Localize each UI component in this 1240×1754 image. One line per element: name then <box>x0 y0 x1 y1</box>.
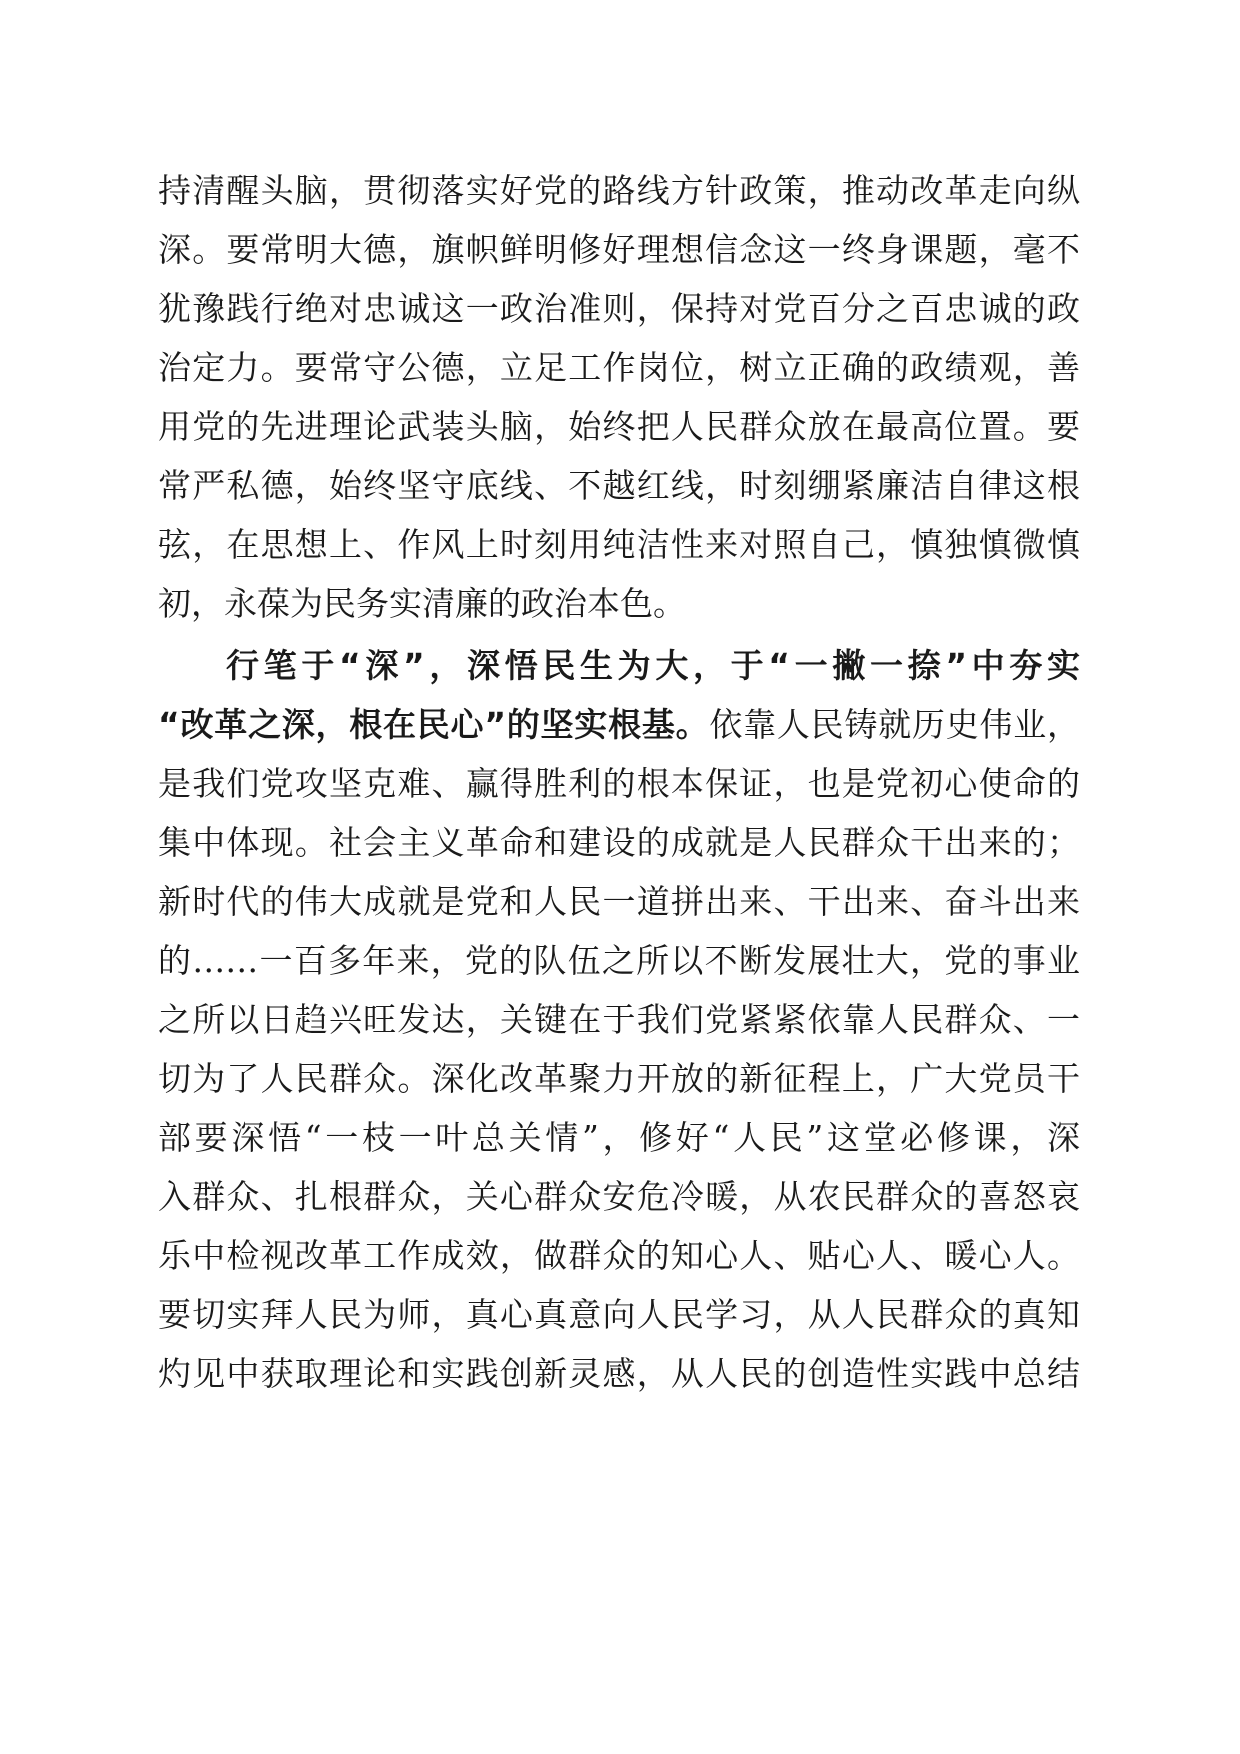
body-text-line: 切为了人民群众。深化改革聚力开放的新征程上，广大党员干 <box>158 1059 1080 1098</box>
body-text-line: 新时代的伟大成就是党和人民一道拼出来、干出来、奋斗出来 <box>158 882 1080 921</box>
body-text-line: 的……一百多年来，党的队伍之所以不断发展壮大，党的事业 <box>158 941 1080 980</box>
body-text-line: 灼见中获取理论和实践创新灵感，从人民的创造性实践中总结 <box>158 1354 1080 1393</box>
body-text-line: 乐中检视改革工作成效，做群众的知心人、贴心人、暖心人。 <box>158 1236 1080 1275</box>
body-text-line: 部要深悟“一枝一叶总关情”，修好“人民”这堂必修课，深 <box>158 1118 1080 1157</box>
section-heading: 行笔于“深”，深悟民生为大，于“一撇一捺”中夯实 <box>226 646 1080 685</box>
body-text-line: 弦，在思想上、作风上时刻用纯洁性来对照自己，慎独慎微慎 <box>158 525 1080 564</box>
body-text-line: 持清醒头脑，贯彻落实好党的路线方针政策，推动改革走向纵 <box>158 171 1080 210</box>
body-text-fragment: 依靠人民铸就历史伟业， <box>709 705 1080 744</box>
section-heading-continued <box>158 702 1080 748</box>
body-text-line: 犹豫践行绝对忠诚这一政治准则，保持对党百分之百忠诚的政 <box>158 289 1080 328</box>
body-text-line: 深。要常明大德，旗帜鲜明修好理想信念这一终身课题，毫不 <box>158 230 1080 269</box>
body-text-line: 治定力。要常守公德，立足工作岗位，树立正确的政绩观，善 <box>158 348 1080 387</box>
body-text-line: 要切实拜人民为师，真心真意向人民学习，从人民群众的真知 <box>158 1295 1080 1334</box>
body-text-line: 入群众、扎根群众，关心群众安危冷暖，从农民群众的喜怒哀 <box>158 1177 1080 1216</box>
body-text-line: 之所以日趋兴旺发达，关键在于我们党紧紧依靠人民群众、一 <box>158 1000 1080 1039</box>
body-text-line: 常严私德，始终坚守底线、不越红线，时刻绷紧廉洁自律这根 <box>158 466 1080 505</box>
body-text-line: 是我们党攻坚克难、赢得胜利的根本保证，也是党初心使命的 <box>158 764 1080 803</box>
body-text-line: 初，永葆为民务实清廉的政治本色。 <box>158 584 686 623</box>
body-text-line: 用党的先进理论武装头脑，始终把人民群众放在最高位置。要 <box>158 407 1080 446</box>
section-heading-tail: “改革之深，根在民心”的坚实根基。 <box>158 705 710 744</box>
body-text-line: 集中体现。社会主义革命和建设的成就是人民群众干出来的； <box>158 823 1080 862</box>
